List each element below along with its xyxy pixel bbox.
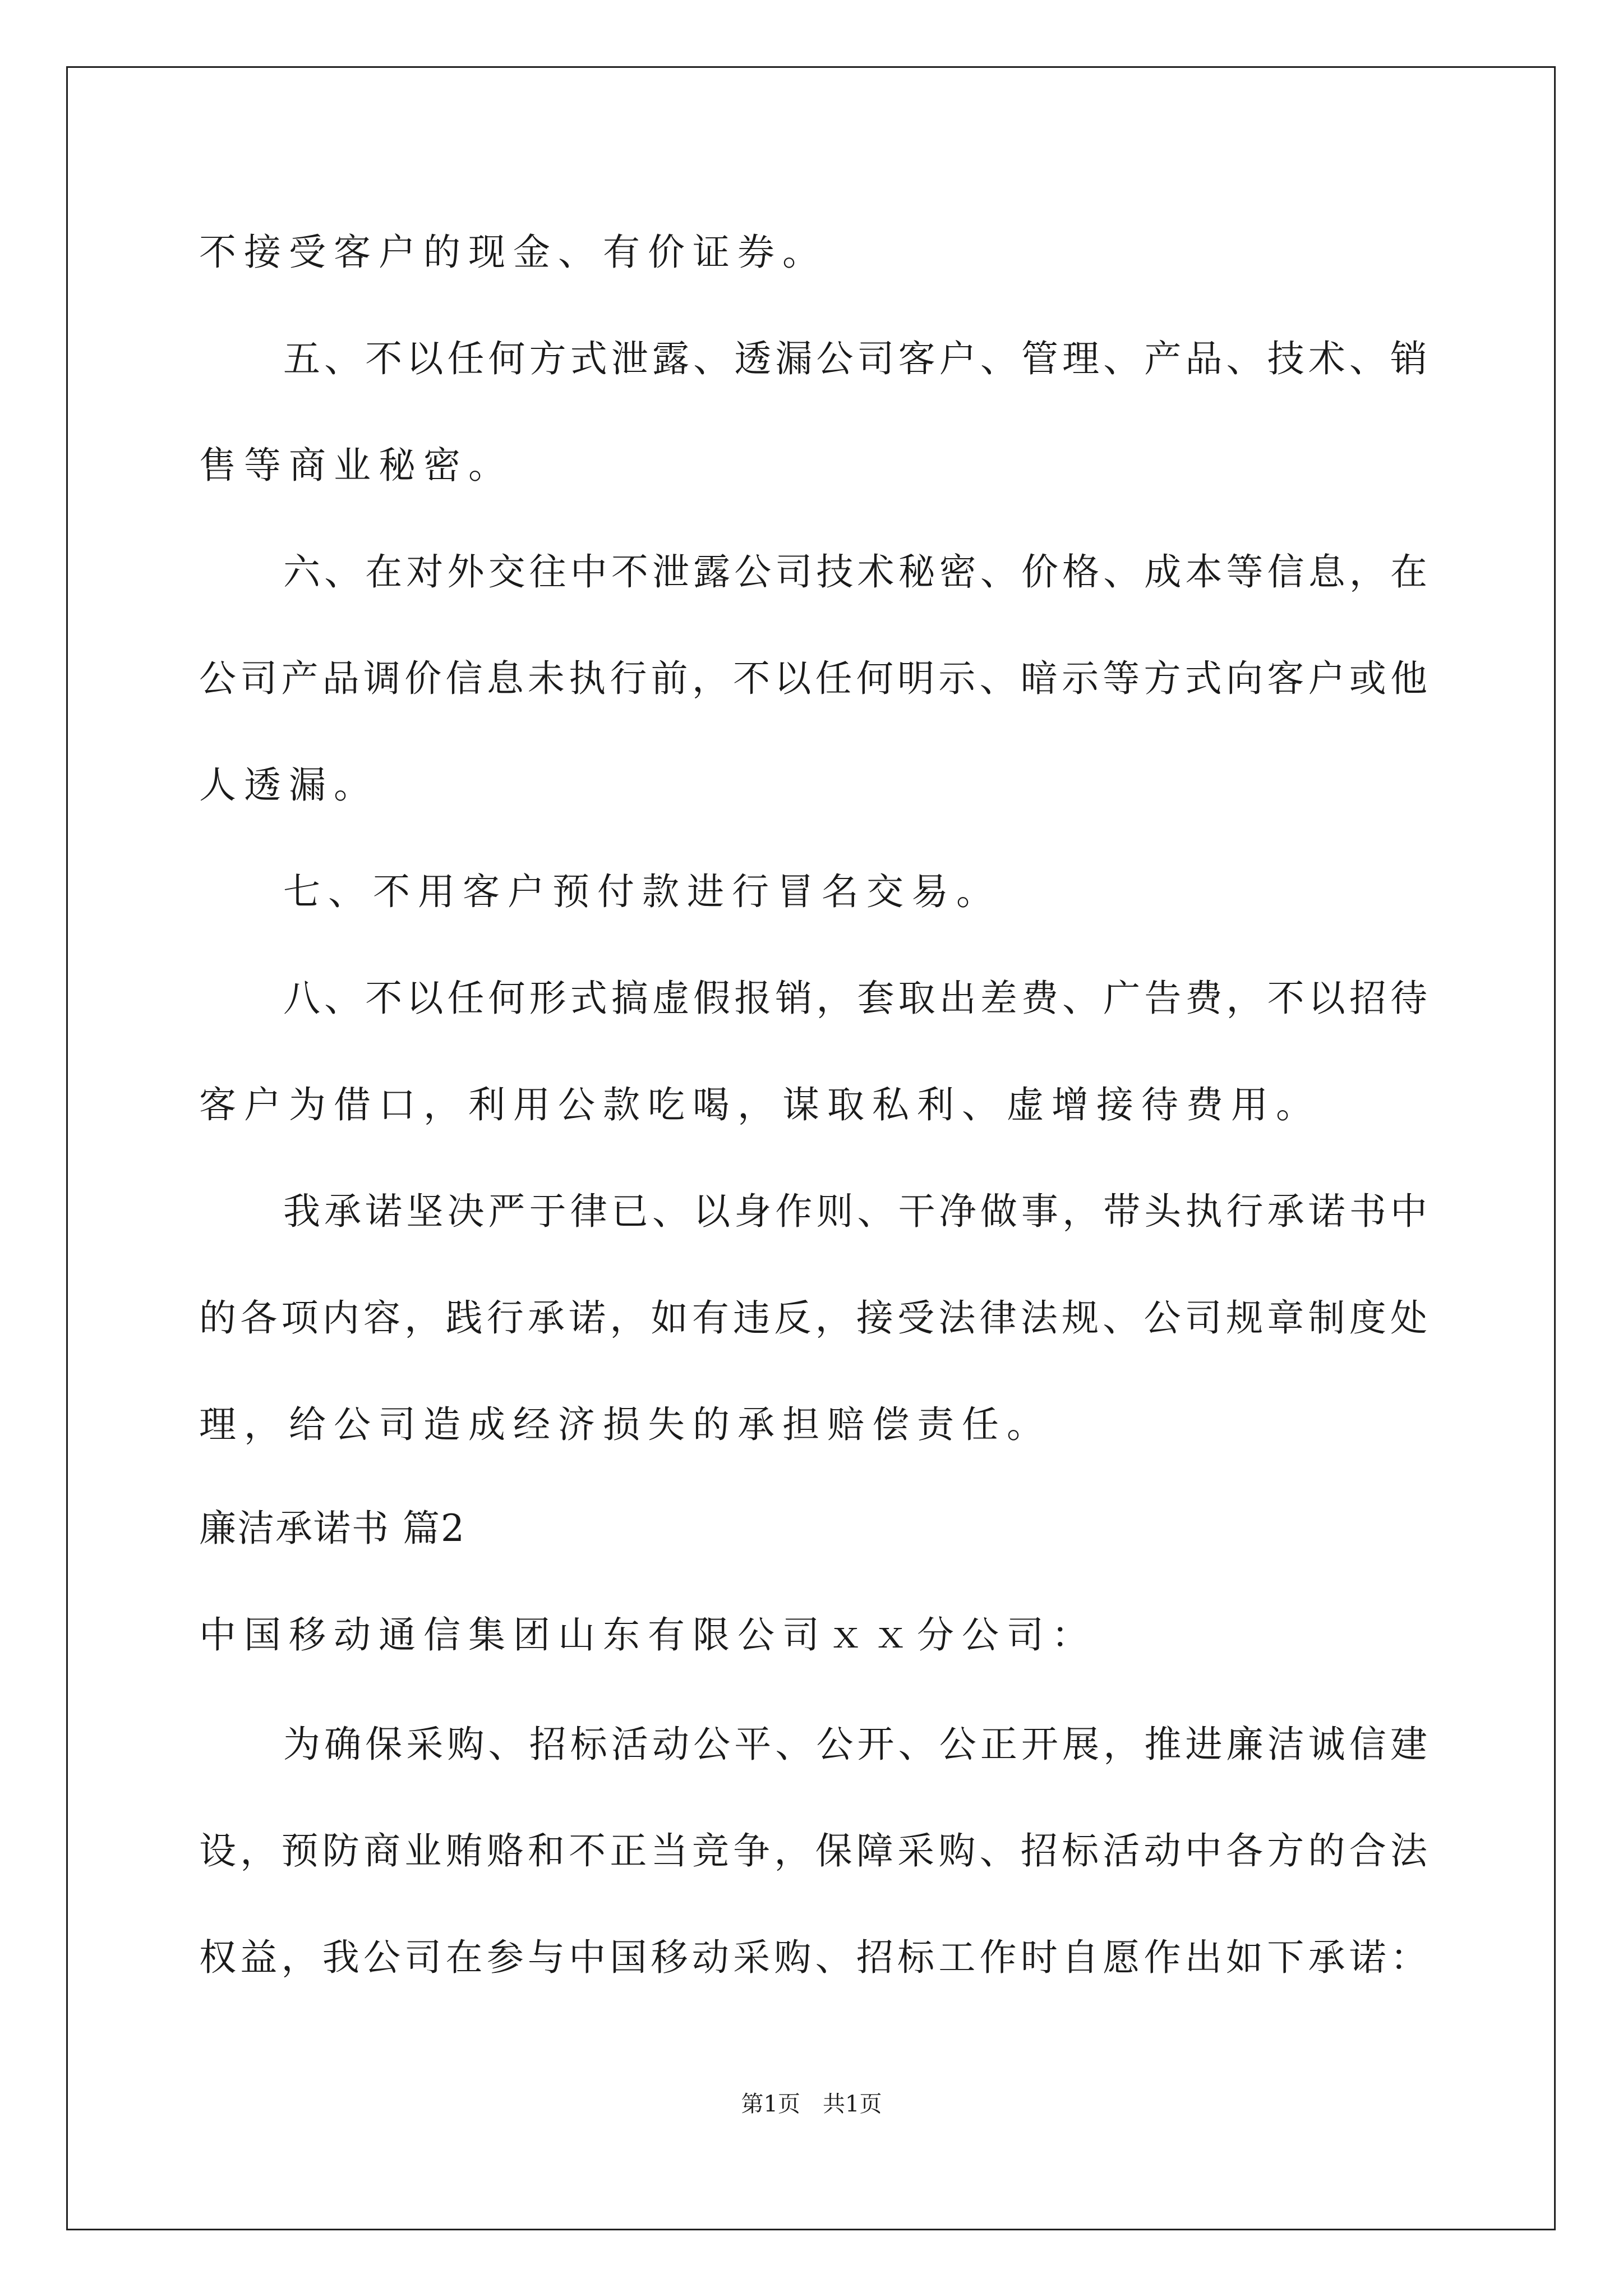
page-number-footer: 第1页 共1页 [741,2091,882,2117]
section-heading: 廉洁承诺书 篇2 [199,1507,465,1550]
paragraph-line: 理，给公司造成经济损失的承担赔偿责任。 [199,1403,1052,1446]
paragraph-line: 设，预防商业贿赂和不正当竞争，保障采购、招标活动中各方的合法 [199,1829,1427,1872]
paragraph-line: 的各项内容，践行承诺，如有违反，接受法律法规、公司规章制度处 [199,1296,1427,1340]
paragraph-line: 五、不以任何方式泄露、透漏公司客户、管理、产品、技术、销 [283,337,1427,380]
paragraph-line: 我承诺坚决严于律已、以身作则、干净做事，带头执行承诺书中 [283,1190,1427,1233]
paragraph-line: 八、不以任何形式搞虚假报销，套取出差费、广告费，不以招待 [283,977,1427,1020]
addressee-line: 中国移动通信集团山东有限公司ｘｘ分公司： [199,1613,1096,1657]
page-border [66,66,1556,2230]
paragraph-line: 六、在对外交往中不泄露公司技术秘密、价格、成本等信息，在 [283,550,1427,593]
paragraph-line: 为确保采购、招标活动公平、公开、公正开展，推进廉洁诚信建 [283,1723,1427,1766]
paragraph-line: 公司产品调价信息未执行前，不以任何明示、暗示等方式向客户或他 [199,657,1427,700]
paragraph-line: 售等商业秘密。 [199,444,513,487]
paragraph-line: 七、不用客户预付款进行冒名交易。 [283,870,1001,913]
paragraph-line: 不接受客户的现金、有价证券。 [199,231,827,274]
paragraph-line: 客户为借口，利用公款吃喝，谋取私利、虚增接待费用。 [199,1083,1321,1126]
paragraph-line: 权益，我公司在参与中国移动采购、招标工作时自愿作出如下承诺： [199,1936,1427,1979]
paragraph-line: 人透漏。 [199,763,379,807]
